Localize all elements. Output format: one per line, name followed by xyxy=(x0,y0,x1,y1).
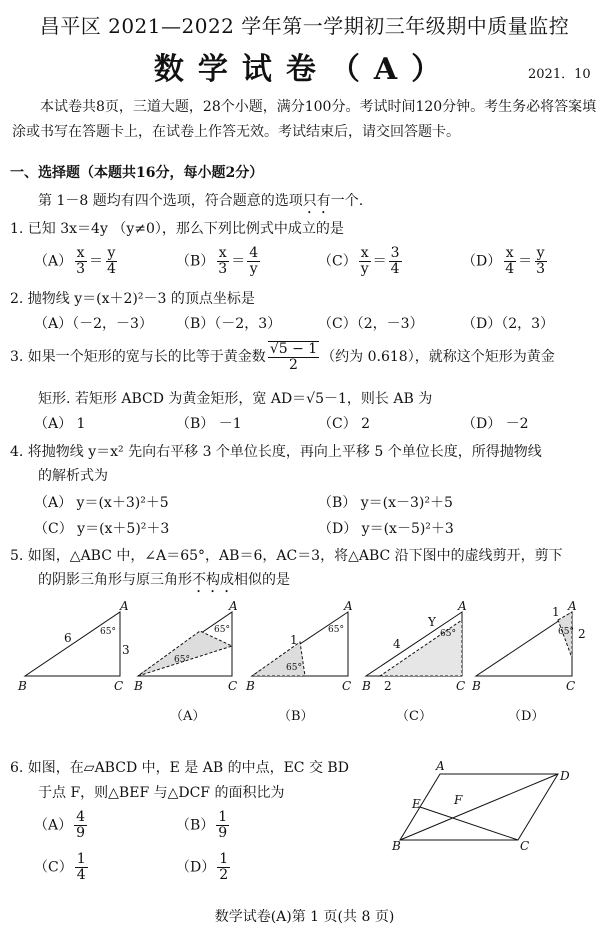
q6-label-e: E xyxy=(412,797,421,811)
q5-label-a: A xyxy=(120,599,129,613)
q6-option-b: （B） $\frac{1}{9}$ xyxy=(176,809,228,841)
q3-stem-line2: 矩形. 若矩形 ABCD 为黄金矩形，宽 AD＝√5－1，则长 AB 为 xyxy=(38,391,433,407)
q1-stem: 1. 已知 3x＝4y （y≠0），那么下列比例式中成立的是 xyxy=(10,221,344,237)
q5-stem-line2: 的阴影三角形与原三角形不构成相似的是 xyxy=(38,572,290,588)
exam-date: 2021．10 xyxy=(528,67,591,82)
q2-option-d: （D）（2，3） xyxy=(462,316,555,332)
q5b-label-angle-top: 65° xyxy=(328,625,344,635)
q5a-label-a: A xyxy=(229,599,238,613)
q2-option-c: （C）（2，－3） xyxy=(318,316,424,332)
q5c-label-b: B xyxy=(362,679,371,693)
section-instruction: 第 1－8 题均有四个选项，符合题意的选项只有一个. xyxy=(38,193,364,209)
q3-stem: 3. 如果一个矩形的宽与长的比等于黄金数 $\frac{√5 - 1}{2}$ （约为 0.618），就称这个矩形为黄金 xyxy=(10,341,555,373)
q1-option-b: （B） $\frac{x}{3}$ ＝ $\frac{4}{y}$ xyxy=(176,245,259,277)
q4-stem: 4. 将抛物线 y＝x² 先向右平移 3 个单位长度，再向上平移 5 个单位长度，所得抛物线 xyxy=(10,444,542,460)
q5d-label-angle: 65° xyxy=(558,627,574,637)
exam-subject-title: 数学试卷（A） xyxy=(153,52,456,87)
q5d-label-c: C xyxy=(566,679,576,693)
q5c-label-four: 4 xyxy=(393,637,401,651)
q5b-label-b: B xyxy=(246,679,255,693)
q6-parallelogram-figure xyxy=(390,760,580,855)
q4-option-d: （D） y＝(x－5)²＋3 xyxy=(318,521,454,537)
q5-caption-d: （D） xyxy=(508,709,545,724)
q5d-label-two: 2 xyxy=(578,627,586,641)
q5c-label-angle: 65° xyxy=(440,629,456,639)
q6-label-b: B xyxy=(392,839,401,853)
q5-label-ac: 3 xyxy=(122,643,130,657)
q6-label-a: A xyxy=(436,760,445,773)
exam-header-title: 昌平区 2021—2022 学年第一学期初三年级期中质量监控 xyxy=(39,14,570,38)
q5-stem: 5. 如图，△ABC 中，∠A＝65°，AB＝6，AC＝3，将△ABC 沿下图中的虚线剪开，剪下 xyxy=(10,548,563,564)
q2-option-b: （B）（－2，3） xyxy=(176,316,282,332)
q6-segment-ec xyxy=(420,807,518,840)
q5-figure-a-shaded xyxy=(138,631,232,676)
q5-label-b: B xyxy=(18,679,27,693)
q2-option-a: （A）（－2，－3） xyxy=(34,316,153,332)
q6-label-c: C xyxy=(520,839,530,853)
q5d-label-b: B xyxy=(472,679,481,693)
q5-label-ab: 6 xyxy=(64,631,72,645)
q2-stem: 2. 抛物线 y＝(x＋2)²－3 的顶点坐标是 xyxy=(10,291,255,307)
q6-label-f: F xyxy=(454,793,463,807)
q5b-label-a: A xyxy=(344,599,353,613)
q6-diagonal-bd xyxy=(400,774,558,840)
page-footer: 数学试卷(A)第 1 页(共 8 页) xyxy=(214,909,395,925)
q5-original-triangle xyxy=(25,612,120,676)
exam-instructions: 本试卷共8页，三道大题，28个小题，满分100分。考试时间120分钟。考生务必将答案填涂或书写在答题卡上，在试卷上作答无效。考试结束后，请交回答题卡。 xyxy=(12,99,597,140)
q5a-label-b: B xyxy=(134,679,143,693)
q4-stem-line2: 的解析式为 xyxy=(38,468,108,484)
q5-caption-c: （C） xyxy=(396,709,432,724)
q5a-label-angle-mid: 65° xyxy=(174,655,190,665)
q5b-label-one: 1 xyxy=(290,633,298,647)
q5d-label-a: A xyxy=(568,599,577,613)
q3-option-a: （A） 1 xyxy=(34,416,86,432)
q5-figure-d xyxy=(476,612,572,676)
q6-stem: 6. 如图，在▱ABCD 中，E 是 AB 的中点，EC 交 BD xyxy=(10,760,349,776)
q1-option-a: （A） $\frac{x}{3}$ ＝ $\frac{y}{4}$ xyxy=(34,245,116,277)
q5a-label-c: C xyxy=(228,679,238,693)
q3-option-d: （D） －2 xyxy=(462,416,529,432)
q5d-label-one: 1 xyxy=(552,605,560,619)
q6-stem-line2: 于点 F，则△BEF 与△DCF 的面积比为 xyxy=(38,785,285,801)
q5-label-c: C xyxy=(114,679,124,693)
q1-option-d: （D） $\frac{x}{4}$ ＝ $\frac{y}{3}$ xyxy=(462,245,546,277)
q5-caption-a: （A） xyxy=(170,709,206,724)
q6-option-c: （C） $\frac{1}{4}$ xyxy=(34,851,86,883)
q6-option-d: （D） $\frac{1}{2}$ xyxy=(176,851,229,883)
q5a-label-angle-top: 65° xyxy=(214,625,230,635)
q5c-label-a: A xyxy=(458,599,467,613)
q5c-label-c: C xyxy=(456,679,466,693)
q5b-label-c: C xyxy=(342,679,352,693)
q5c-label-two: 2 xyxy=(384,679,392,693)
q5c-label-y: Y xyxy=(428,615,436,629)
q5-figures xyxy=(0,598,609,728)
q3-option-c: （C） 2 xyxy=(318,416,371,432)
q1-option-c: （C） $\frac{x}{y}$ ＝ $\frac{3}{4}$ xyxy=(318,245,400,277)
q6-option-a: （A） $\frac{4}{9}$ xyxy=(34,809,86,841)
q5-caption-b: （B） xyxy=(278,709,314,724)
q4-option-c: （C） y＝(x＋5)²＋3 xyxy=(34,521,170,537)
q6-label-d: D xyxy=(560,769,570,783)
q4-option-b: （B） y＝(x－3)²＋5 xyxy=(318,495,453,511)
section-title: 一、选择题（本题共16分，每小题2分） xyxy=(10,165,264,181)
q3-option-b: （B） －1 xyxy=(176,416,242,432)
q5-label-angle: 65° xyxy=(100,627,116,637)
q5b-label-angle-bottom: 65° xyxy=(286,663,302,673)
q4-option-a: （A） y＝(x＋3)²＋5 xyxy=(34,495,169,511)
